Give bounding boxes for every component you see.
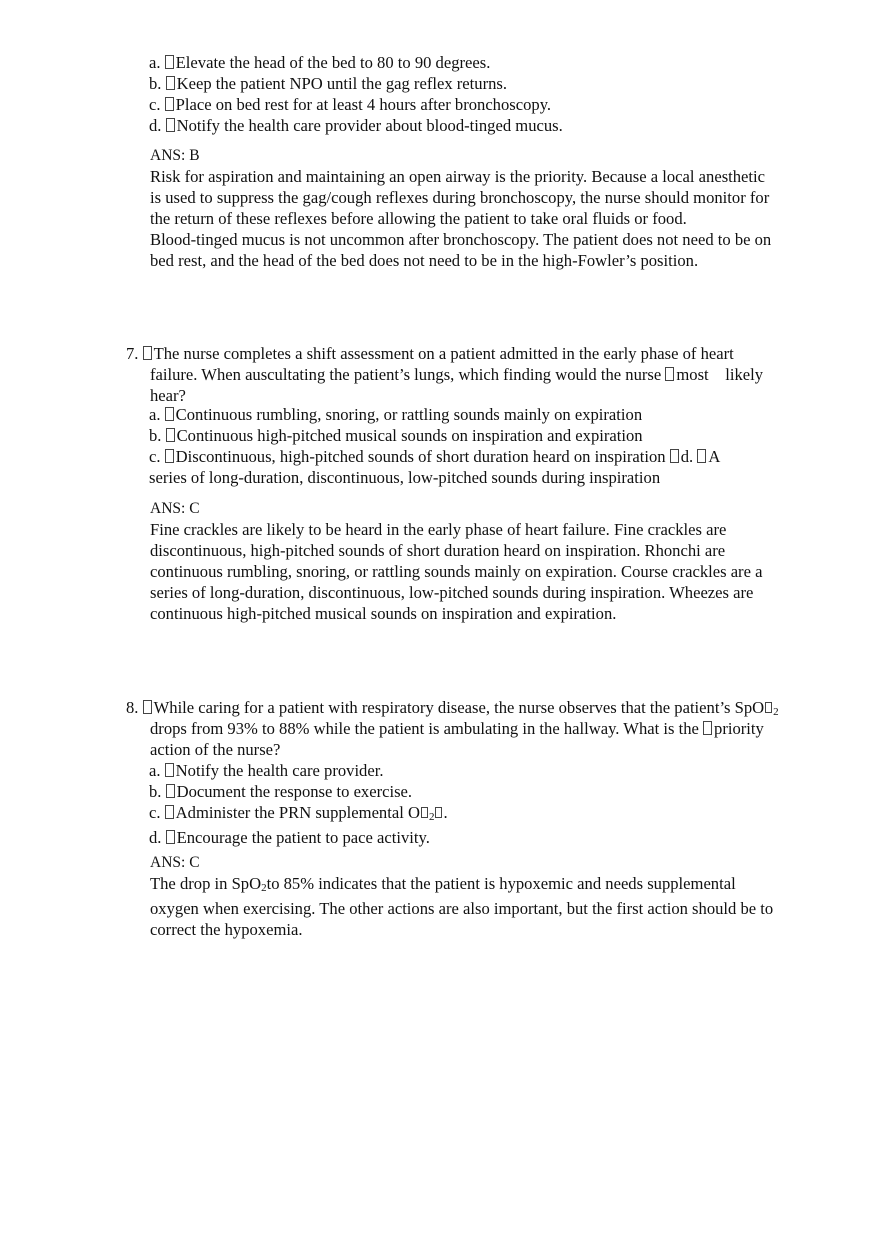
checkbox-icon	[421, 807, 428, 818]
checkbox-icon	[765, 702, 772, 713]
checkbox-icon	[166, 784, 175, 798]
rationale-line: correct the hypoxemia.	[150, 919, 303, 939]
checkbox-icon	[166, 428, 175, 442]
checkbox-icon	[697, 449, 706, 463]
rationale-line: discontinuous, high-pitched sounds of short duration heard on inspiration. Rhonchi are	[150, 540, 726, 560]
checkbox-icon	[166, 76, 175, 90]
answer-label: ANS: C	[150, 500, 200, 517]
option-d[interactable]: d. Notify the health care provider about blood-tinged mucus.	[149, 115, 563, 135]
option-d[interactable]: d. Encourage the patient to pace activity.	[149, 827, 430, 847]
question-number: 7.	[126, 344, 139, 363]
rationale-line: bed rest, and the head of the bed does not need to be in the high-Fowler’s position.	[150, 250, 699, 270]
rationale-line: the return of these reflexes before allowing the patient to take oral fluids or food.	[150, 208, 687, 228]
rationale-line: continuous high-pitched musical sounds on inspiration and expiration.	[150, 603, 617, 623]
question-7-options	[149, 405, 720, 489]
rationale-line: continuous rumbling, snoring, or rattling sounds mainly on expiration. Course crackles are a	[150, 561, 763, 581]
rationale-line: oxygen when exercising. The other actions are also important, but the first action should be to	[150, 898, 774, 918]
checkbox-icon	[703, 721, 712, 735]
rationale-line: The drop in SpO2to 85% indicates that the patient is hypoxemic and needs supplemental	[150, 873, 736, 894]
checkbox-icon	[165, 805, 174, 819]
checkbox-icon	[165, 407, 174, 421]
checkbox-icon	[435, 807, 442, 818]
option-b[interactable]: b. Document the response to exercise.	[149, 781, 413, 801]
emphasis-most: most	[676, 365, 709, 384]
checkbox-icon	[670, 449, 679, 463]
checkbox-icon	[143, 346, 152, 360]
question-6-answer	[150, 146, 771, 271]
question-7-stem: 7. The nurse completes a shift assessment on a patient admitted in the early phase of heart	[126, 344, 734, 363]
option-d-cont: series of long-duration, discontinuous, low-pitched sounds during inspiration	[149, 467, 661, 487]
option-a[interactable]: a. Elevate the head of the bed to 80 to 90 degrees.	[149, 53, 491, 72]
checkbox-icon	[166, 830, 175, 844]
question-8-options	[149, 761, 448, 849]
rationale-line: Risk for aspiration and maintaining an open airway is the priority. Because a local anesthetic	[150, 166, 766, 186]
option-a[interactable]: a. Notify the health care provider.	[149, 761, 384, 780]
checkbox-icon	[143, 700, 152, 714]
rationale-line: Fine crackles are likely to be heard in the early phase of heart failure. Fine crackles are	[150, 519, 727, 539]
question-8-answer	[150, 853, 773, 941]
option-b[interactable]: b. Continuous high-pitched musical sounds on inspiration and expiration	[149, 425, 643, 445]
question-8-stem-cont: drops from 93% to 88% while the patient is ambulating in the hallway. What is the priority action of the nurse?	[150, 719, 764, 759]
question-7-answer	[150, 499, 762, 624]
checkbox-icon	[165, 97, 174, 111]
checkbox-icon	[665, 367, 674, 381]
answer-label: ANS: B	[150, 147, 200, 164]
checkbox-icon	[165, 449, 174, 463]
option-c[interactable]: c. Place on bed rest for at least 4 hours after bronchoscopy.	[149, 94, 552, 114]
option-a[interactable]: a. Continuous rumbling, snoring, or rattling sounds mainly on expiration	[149, 405, 643, 424]
question-8-stem: 8. While caring for a patient with respiratory disease, the nurse observes that the patient’s SpO 2	[126, 698, 779, 718]
checkbox-icon	[165, 763, 174, 777]
emphasis-priority: priority	[714, 719, 764, 738]
rationale-line: series of long-duration, discontinuous, low-pitched sounds during inspiration. Wheezes are	[150, 582, 754, 602]
option-c-d[interactable]: c. Discontinuous, high-pitched sounds of short duration heard on inspiration d. A	[149, 446, 721, 466]
question-6-options	[149, 53, 563, 137]
checkbox-icon	[166, 118, 175, 132]
question-7-stem-cont: failure. When auscultating the patient’s lungs, which finding would the nurse most likely hear?	[150, 365, 764, 405]
rationale-line: is used to suppress the gag/cough reflexes during bronchoscopy, the nurse should monitor for	[150, 187, 770, 207]
checkbox-icon	[165, 55, 174, 69]
question-number: 8.	[126, 698, 139, 717]
question-7	[126, 344, 734, 365]
rationale-line: Blood-tinged mucus is not uncommon after bronchoscopy. The patient does not need to be on	[150, 229, 772, 249]
answer-label: ANS: C	[150, 854, 200, 871]
option-c[interactable]: c. Administer the PRN supplemental O 2 .	[149, 802, 448, 823]
option-b[interactable]: b. Keep the patient NPO until the gag reflex returns.	[149, 73, 508, 93]
